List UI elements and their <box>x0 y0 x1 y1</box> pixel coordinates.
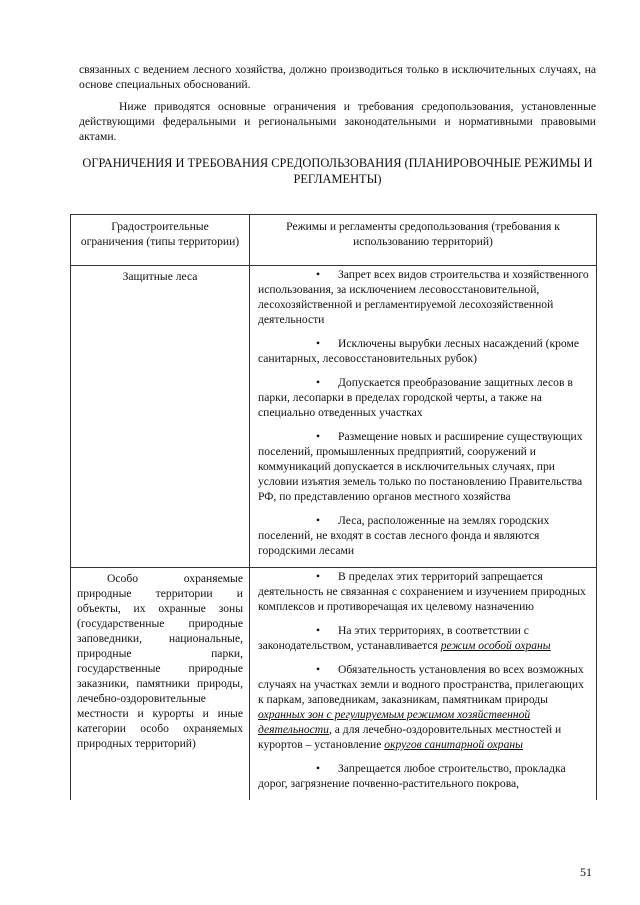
requirements-cell <box>250 568 597 801</box>
section-heading: ОГРАНИЧЕНИЯ И ТРЕБОВАНИЯ СРЕДОПОЛЬЗОВАНИЯ (ПЛАНИРОВОЧНЫЕ РЕЖИМЫ И РЕГЛАМЕНТЫ) <box>82 156 593 186</box>
requirement-item: • На этих территориях, в соответствии с законодательством, устанавливается режим особой охраны <box>258 624 551 652</box>
bullet-icon: • <box>315 514 320 527</box>
category-cell: Особо охраняемые природные территории и объекты, их охранные зоны (государственные природные заповедники, национальные, природные парки, государственные природные заказники, памятники природы, лечебно-оздоровительные местности и курорты и иные категории особо охраняемых природных территорий) <box>71 568 250 801</box>
requirement-item: • В пределах этих территорий запрещается деятельность не связанная с сохранением и изучением природных комплексов и противоречащая их целевому назначению <box>258 570 586 613</box>
table-row <box>71 266 597 568</box>
bullet-icon: • <box>315 376 320 389</box>
protected-zones-link[interactable]: охранных зон с регулируемым режимом хозяйственной деятельности <box>258 708 531 736</box>
bullet-icon: • <box>315 762 320 775</box>
requirement-item: • Допускается преобразование защитных лесов в парки, лесопарки в пределах городской черты, а также на специально отведенных участках <box>258 376 573 419</box>
page-number: 51 <box>580 865 592 879</box>
header-cell-restrictions: Градостроительные ограничения (типы территории) <box>71 215 250 266</box>
requirement-item: • Леса, расположенные на землях городских поселений, не входят в состав лесного фонда и являются городскими лесами <box>258 514 550 557</box>
requirements-cell <box>250 266 597 568</box>
bullet-icon: • <box>315 663 320 676</box>
special-protection-regime-link[interactable]: режим особой охраны <box>440 639 551 652</box>
bullet-icon: • <box>315 430 320 443</box>
category-cell: Защитные леса <box>71 266 250 568</box>
requirement-item: • Размещение новых и расширение существующих поселений, промышленных предприятий, сооружений и коммуникаций допускается в исключительных случаях, при условии изъятия земель только по постановлению Правительства РФ, по представлению органов местного хозяйства <box>258 430 583 503</box>
restrictions-table <box>70 214 597 800</box>
requirement-item: • Запрещается любое строительство, прокладка дорог, загрязнение почвенно-растительного покрова, <box>258 762 566 790</box>
requirement-item: • Запрет всех видов строительства и хозяйственного использования, за исключением лесовосстановительной, лесохозяйственной и регламентируемой лесохозяйственной деятельности <box>258 268 589 326</box>
sanitary-districts-link[interactable]: округов санитарной охраны <box>384 738 524 751</box>
bullet-icon: • <box>315 268 320 281</box>
bullet-icon: • <box>315 570 320 583</box>
requirement-item: • Исключены вырубки лесных насаждений (кроме санитарных, лесовосстановительных рубок) <box>258 337 579 365</box>
intro-paragraph-1: связанных с ведением лесного хозяйства, должно производиться только в исключительных случаях, на основе специальных обоснований. <box>79 63 596 91</box>
bullet-icon: • <box>315 337 320 350</box>
requirement-item: • Обязательность установления во всех возможных случаях на участках земли и водного пространства, прилегающих к паркам, заповедникам, заказникам, памятникам природы охранных зон с регулируемым режимом хозяйственной деятельности, а для лечебно-оздоровительных местностей и курортов – установление округов санитарной охраны <box>258 663 584 751</box>
bullet-icon: • <box>315 624 320 637</box>
intro-paragraph-2: Ниже приводятся основные ограничения и требования средопользования, установленные действующими федеральными и региональными законодательными и нормативными правовыми актами. <box>79 100 596 143</box>
header-cell-regimes: Режимы и регламенты средопользования (требования к использованию территорий) <box>250 215 597 266</box>
table-header-row <box>71 215 597 266</box>
table-row <box>71 568 597 801</box>
